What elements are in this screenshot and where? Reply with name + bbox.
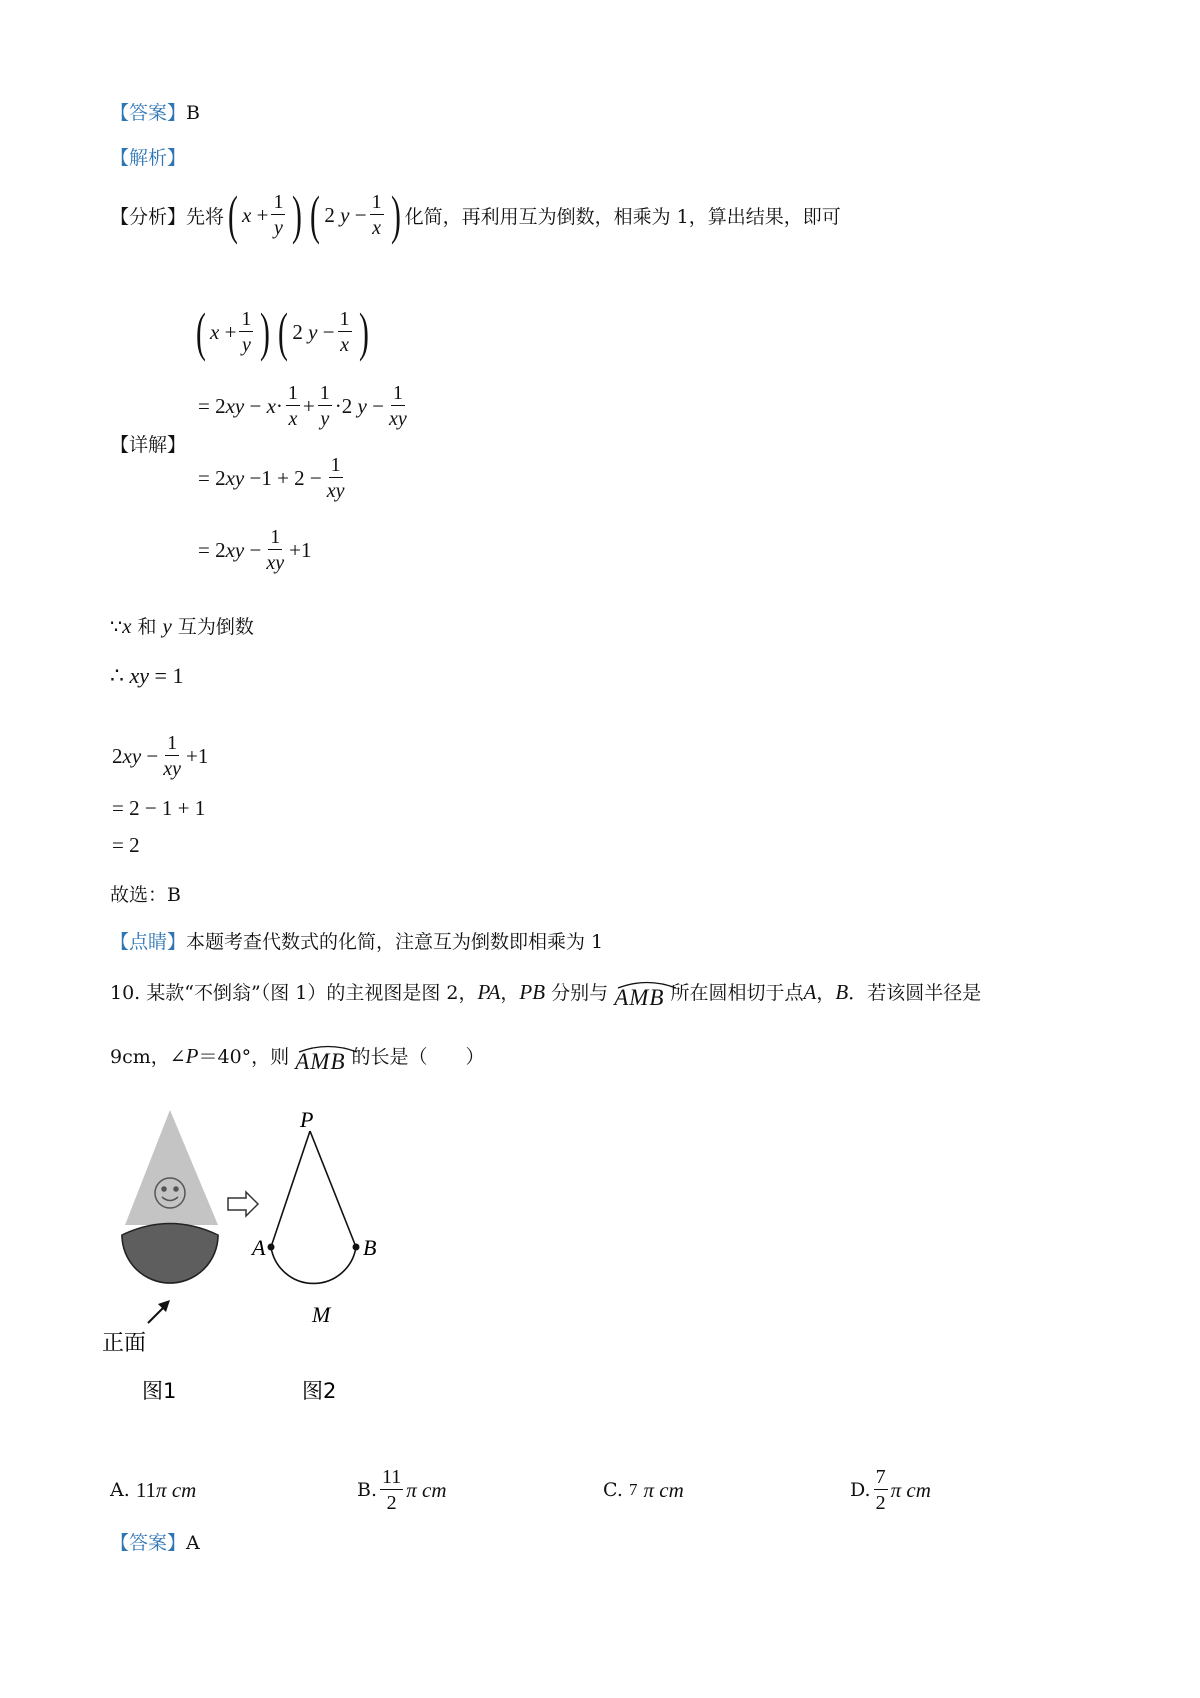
question-number: 10. bbox=[110, 982, 141, 1004]
fenxi-expr-1: ( x + $\frac{1}{y}$ ) bbox=[228, 185, 303, 245]
derivation-line-1: ( x + $\frac{1}{y}$ ) ( 2 y − $\frac{1}{x}$ ) bbox=[196, 302, 369, 362]
answer-line bbox=[110, 98, 200, 125]
option-b[interactable]: B. $\frac{11}{2}$ π cm bbox=[357, 1466, 447, 1514]
answer-tag: 【答案】 bbox=[110, 102, 187, 124]
answer-tag-2: 【答案】 bbox=[110, 1532, 187, 1554]
label-a: A bbox=[252, 1235, 266, 1260]
derivation-line-3: = 2 xy −1 + 2 − $\frac{1}{xy}$ bbox=[198, 454, 345, 502]
label-p: P bbox=[300, 1107, 314, 1132]
option-c[interactable]: C. 7 π cm bbox=[603, 1477, 684, 1502]
front-label: 正面 bbox=[102, 1331, 147, 1356]
fig2-caption: 图2 bbox=[302, 1379, 337, 1403]
dianjing-line bbox=[110, 927, 603, 954]
dianjing-tag: 【点睛】 bbox=[110, 931, 187, 953]
calc-line-3: = 2 bbox=[112, 833, 140, 857]
figure-2-diagram bbox=[271, 1131, 356, 1283]
therefore-line: ∴ xy = 1 bbox=[110, 663, 184, 688]
calc-line-1: 2 xy − $\frac{1}{xy}$ +1 bbox=[112, 732, 209, 780]
question-line-2: 9cm，∠P＝40°，则 AMB 的长是（ ） bbox=[110, 1044, 485, 1074]
figure-tumbler bbox=[100, 1090, 460, 1410]
dianjing-text: 本题考查代数式的化简，注意互为倒数即相乘为 1 bbox=[186, 931, 604, 953]
derivation-line-4: = 2 xy − $\frac{1}{xy}$ +1 bbox=[198, 526, 312, 574]
fenxi-suffix: 化简，再利用互为倒数，相乘为 1，算出结果，即可 bbox=[404, 205, 841, 228]
fenxi-expr-2: ( 2 y − $\frac{1}{x}$ ) bbox=[310, 185, 401, 245]
answer-value-2: A bbox=[186, 1532, 200, 1554]
answer-value: B bbox=[186, 102, 200, 124]
point-a bbox=[268, 1244, 275, 1251]
option-d[interactable]: D. $\frac{7}{2}$ π cm bbox=[850, 1466, 931, 1514]
arrow-right-icon bbox=[228, 1192, 258, 1216]
choice-line: 故选：B bbox=[110, 884, 181, 906]
front-arrow-icon bbox=[148, 1300, 170, 1323]
because-line: ∵x 和 y 互为倒数 bbox=[110, 614, 254, 638]
arc-amb-2: AMB bbox=[295, 1049, 345, 1074]
fenxi-tag: 【分析】 bbox=[110, 205, 187, 228]
derivation-line-2: = 2 xy − x · $\frac{1}{x}$ + $\frac{1}{y}$ · 2 y − $\frac{1}{xy}$ bbox=[198, 382, 407, 430]
xiangjie-tag: 【详解】 bbox=[110, 434, 187, 456]
option-a[interactable]: A. 11 π cm bbox=[110, 1477, 197, 1502]
calc-line-2: = 2 − 1 + 1 bbox=[112, 796, 206, 820]
point-b bbox=[353, 1244, 360, 1251]
fenxi-prefix: 先将 bbox=[186, 205, 225, 228]
fig1-caption: 图1 bbox=[142, 1379, 177, 1403]
jiexi-tag: 【解析】 bbox=[110, 147, 187, 169]
answer-line-2 bbox=[110, 1528, 200, 1555]
question-line-1: 10. 某款“不倒翁”（图 1）的主视图是图 2，PA，PB 分别与 AMB 所在圆相切于点A，B．若该圆半径是 bbox=[110, 980, 982, 1010]
label-b: B bbox=[363, 1235, 377, 1260]
fenxi-line bbox=[110, 185, 841, 245]
arc-amb-1: AMB bbox=[614, 985, 664, 1010]
label-m: M bbox=[312, 1302, 331, 1327]
